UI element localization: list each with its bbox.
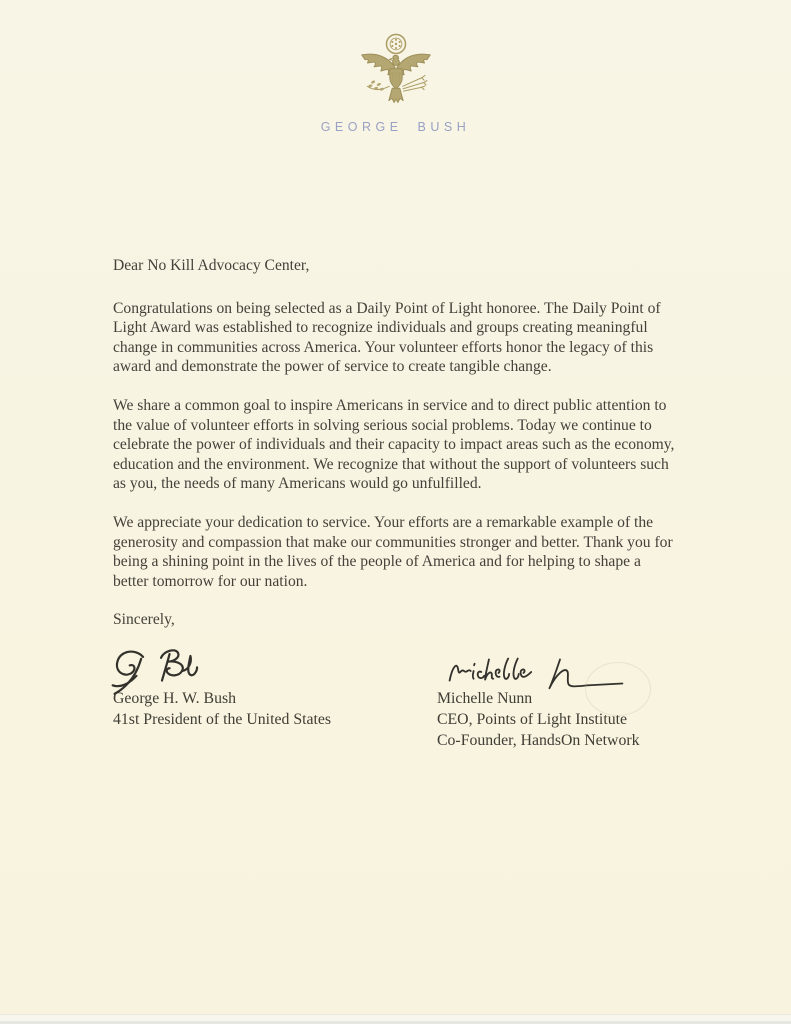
- signer-name: Michelle Nunn: [437, 690, 533, 707]
- scan-bottom-edge: [0, 1014, 791, 1024]
- signer-name: George H. W. Bush: [113, 690, 237, 707]
- scan-watermark-ring: [585, 662, 651, 716]
- presidential-eagle-seal-icon: [353, 33, 439, 113]
- paragraph-3: We appreciate your dedication to service. Your efforts are a remarkable example of the generosity and compassion that make our communities stronger and better. Thank you for being a shining point in the lives of the people of America and for helping to shape a better tomorrow for our nation.: [113, 513, 673, 590]
- closing: Sincerely,: [113, 611, 175, 629]
- letterhead: [0, 33, 791, 134]
- paragraph-2: We share a common goal to inspire Americans in service and to direct public attention to the value of volunteer efforts in solving serious social problems. Today we continue to celebrate the power of individuals and their capacity to impact areas such as the economy, education and the environment. We recognize that without the support of volunteers such as you, the needs of many Americans would go unfulfilled.: [113, 396, 675, 493]
- letter-body: [113, 256, 675, 630]
- signer-title: 41st President of the United States: [113, 711, 332, 728]
- signer-title-2: Co-Founder, HandsOn Network: [437, 732, 640, 749]
- signer-title: CEO, Points of Light Institute: [437, 711, 628, 728]
- signature-left: [113, 645, 437, 751]
- signature-right: [437, 645, 731, 751]
- salutation: Dear No Kill Advocacy Center,: [113, 257, 310, 274]
- paragraph-1: Congratulations on being selected as a Daily Point of Light honoree. The Daily Point of Light Award was established to recognize individuals and groups creating meaningful change in communities across America. Your volunteer efforts honor the legacy of this award and demonstrate the power of service to create tangible change.: [113, 299, 661, 376]
- letterhead-name: GEORGE BUSH: [320, 120, 471, 134]
